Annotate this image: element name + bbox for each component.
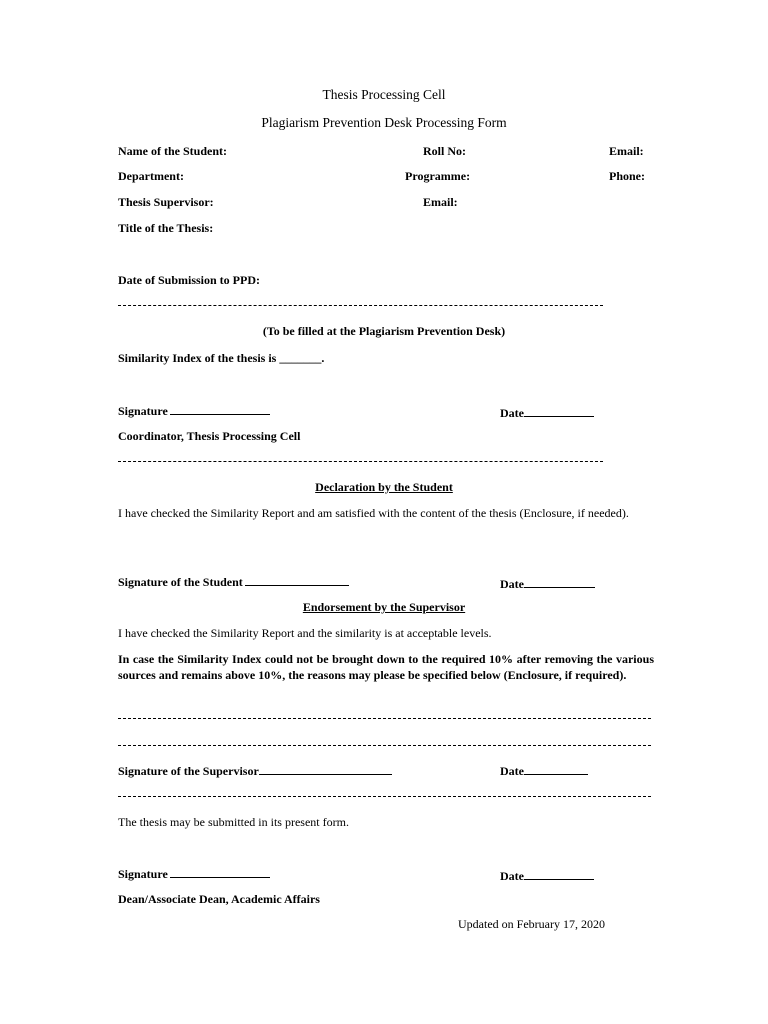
section-divider (118, 796, 651, 797)
supervisor-signature-line (259, 763, 392, 775)
ppd-heading: (To be filled at the Plagiarism Prevention Desk) (262, 324, 506, 338)
supervisor-label: Thesis Supervisor: (118, 195, 214, 209)
dean-role-label: Dean/Associate Dean, Academic Affairs (118, 892, 320, 906)
coordinator-label: Coordinator, Thesis Processing Cell (118, 429, 301, 443)
ppd-date-label: Date (500, 406, 524, 420)
supervisor-signature (118, 763, 392, 778)
phone-label: Phone: (609, 169, 645, 183)
dean-signature-line (170, 866, 270, 878)
ppd-date-line (524, 405, 594, 417)
dean-signature-label: Signature (118, 867, 168, 881)
student-email-label: Email: (609, 144, 644, 158)
dean-date (500, 868, 594, 883)
section-divider (118, 461, 603, 462)
supervisor-endorsement-text: I have checked the Similarity Report and the similarity is at acceptable levels. (118, 626, 492, 640)
student-signature (118, 574, 349, 589)
student-date-label: Date (500, 577, 524, 591)
supervisor-date (500, 763, 588, 778)
ppd-signature (118, 403, 270, 418)
dean-approval-text: The thesis may be submitted in its present form. (118, 815, 349, 829)
roll-no-label: Roll No: (423, 144, 466, 158)
similarity-index-label: Similarity Index of the thesis is (118, 351, 277, 365)
similarity-index-blank: _______. (279, 351, 325, 365)
supervisor-signature-label: Signature of the Supervisor (118, 764, 259, 778)
reasons-line (118, 745, 651, 746)
submission-date-label: Date of Submission to PPD: (118, 273, 261, 287)
ppd-signature-line (170, 403, 270, 415)
updated-date: Updated on February 17, 2020 (458, 917, 605, 931)
supervisor-reasons-text: In case the Similarity Index could not be brought down to the required 10% after removing the various sources and remains above 10%, the reasons may please be specified below (Enclosure, if required). (118, 652, 654, 682)
student-date-line (524, 576, 595, 588)
student-signature-label: Signature of the Student (118, 575, 243, 589)
dean-date-label: Date (500, 869, 524, 883)
document-title: Thesis Processing Cell (322, 87, 446, 102)
thesis-title-label: Title of the Thesis: (118, 221, 214, 235)
ppd-signature-label: Signature (118, 404, 168, 418)
student-date (500, 576, 595, 591)
student-signature-line (245, 574, 349, 586)
form-title: Plagiarism Prevention Desk Processing Form (261, 115, 507, 130)
reasons-line (118, 718, 651, 719)
dean-signature (118, 866, 270, 881)
programme-label: Programme: (405, 169, 471, 183)
similarity-index-line (118, 351, 324, 365)
ppd-date (500, 405, 594, 420)
dean-date-line (524, 868, 594, 880)
supervisor-date-label: Date (500, 764, 524, 778)
supervisor-email-label: Email: (423, 195, 458, 209)
student-name-label: Name of the Student: (118, 144, 227, 158)
section-divider (118, 305, 603, 306)
supervisor-date-line (524, 763, 588, 775)
department-label: Department: (118, 169, 184, 183)
student-declaration-text: I have checked the Similarity Report and am satisfied with the content of the thesis (Enclosure, if needed). (118, 506, 629, 520)
student-declaration-heading: Declaration by the Student (315, 480, 453, 494)
supervisor-endorsement-heading: Endorsement by the Supervisor (302, 600, 466, 614)
